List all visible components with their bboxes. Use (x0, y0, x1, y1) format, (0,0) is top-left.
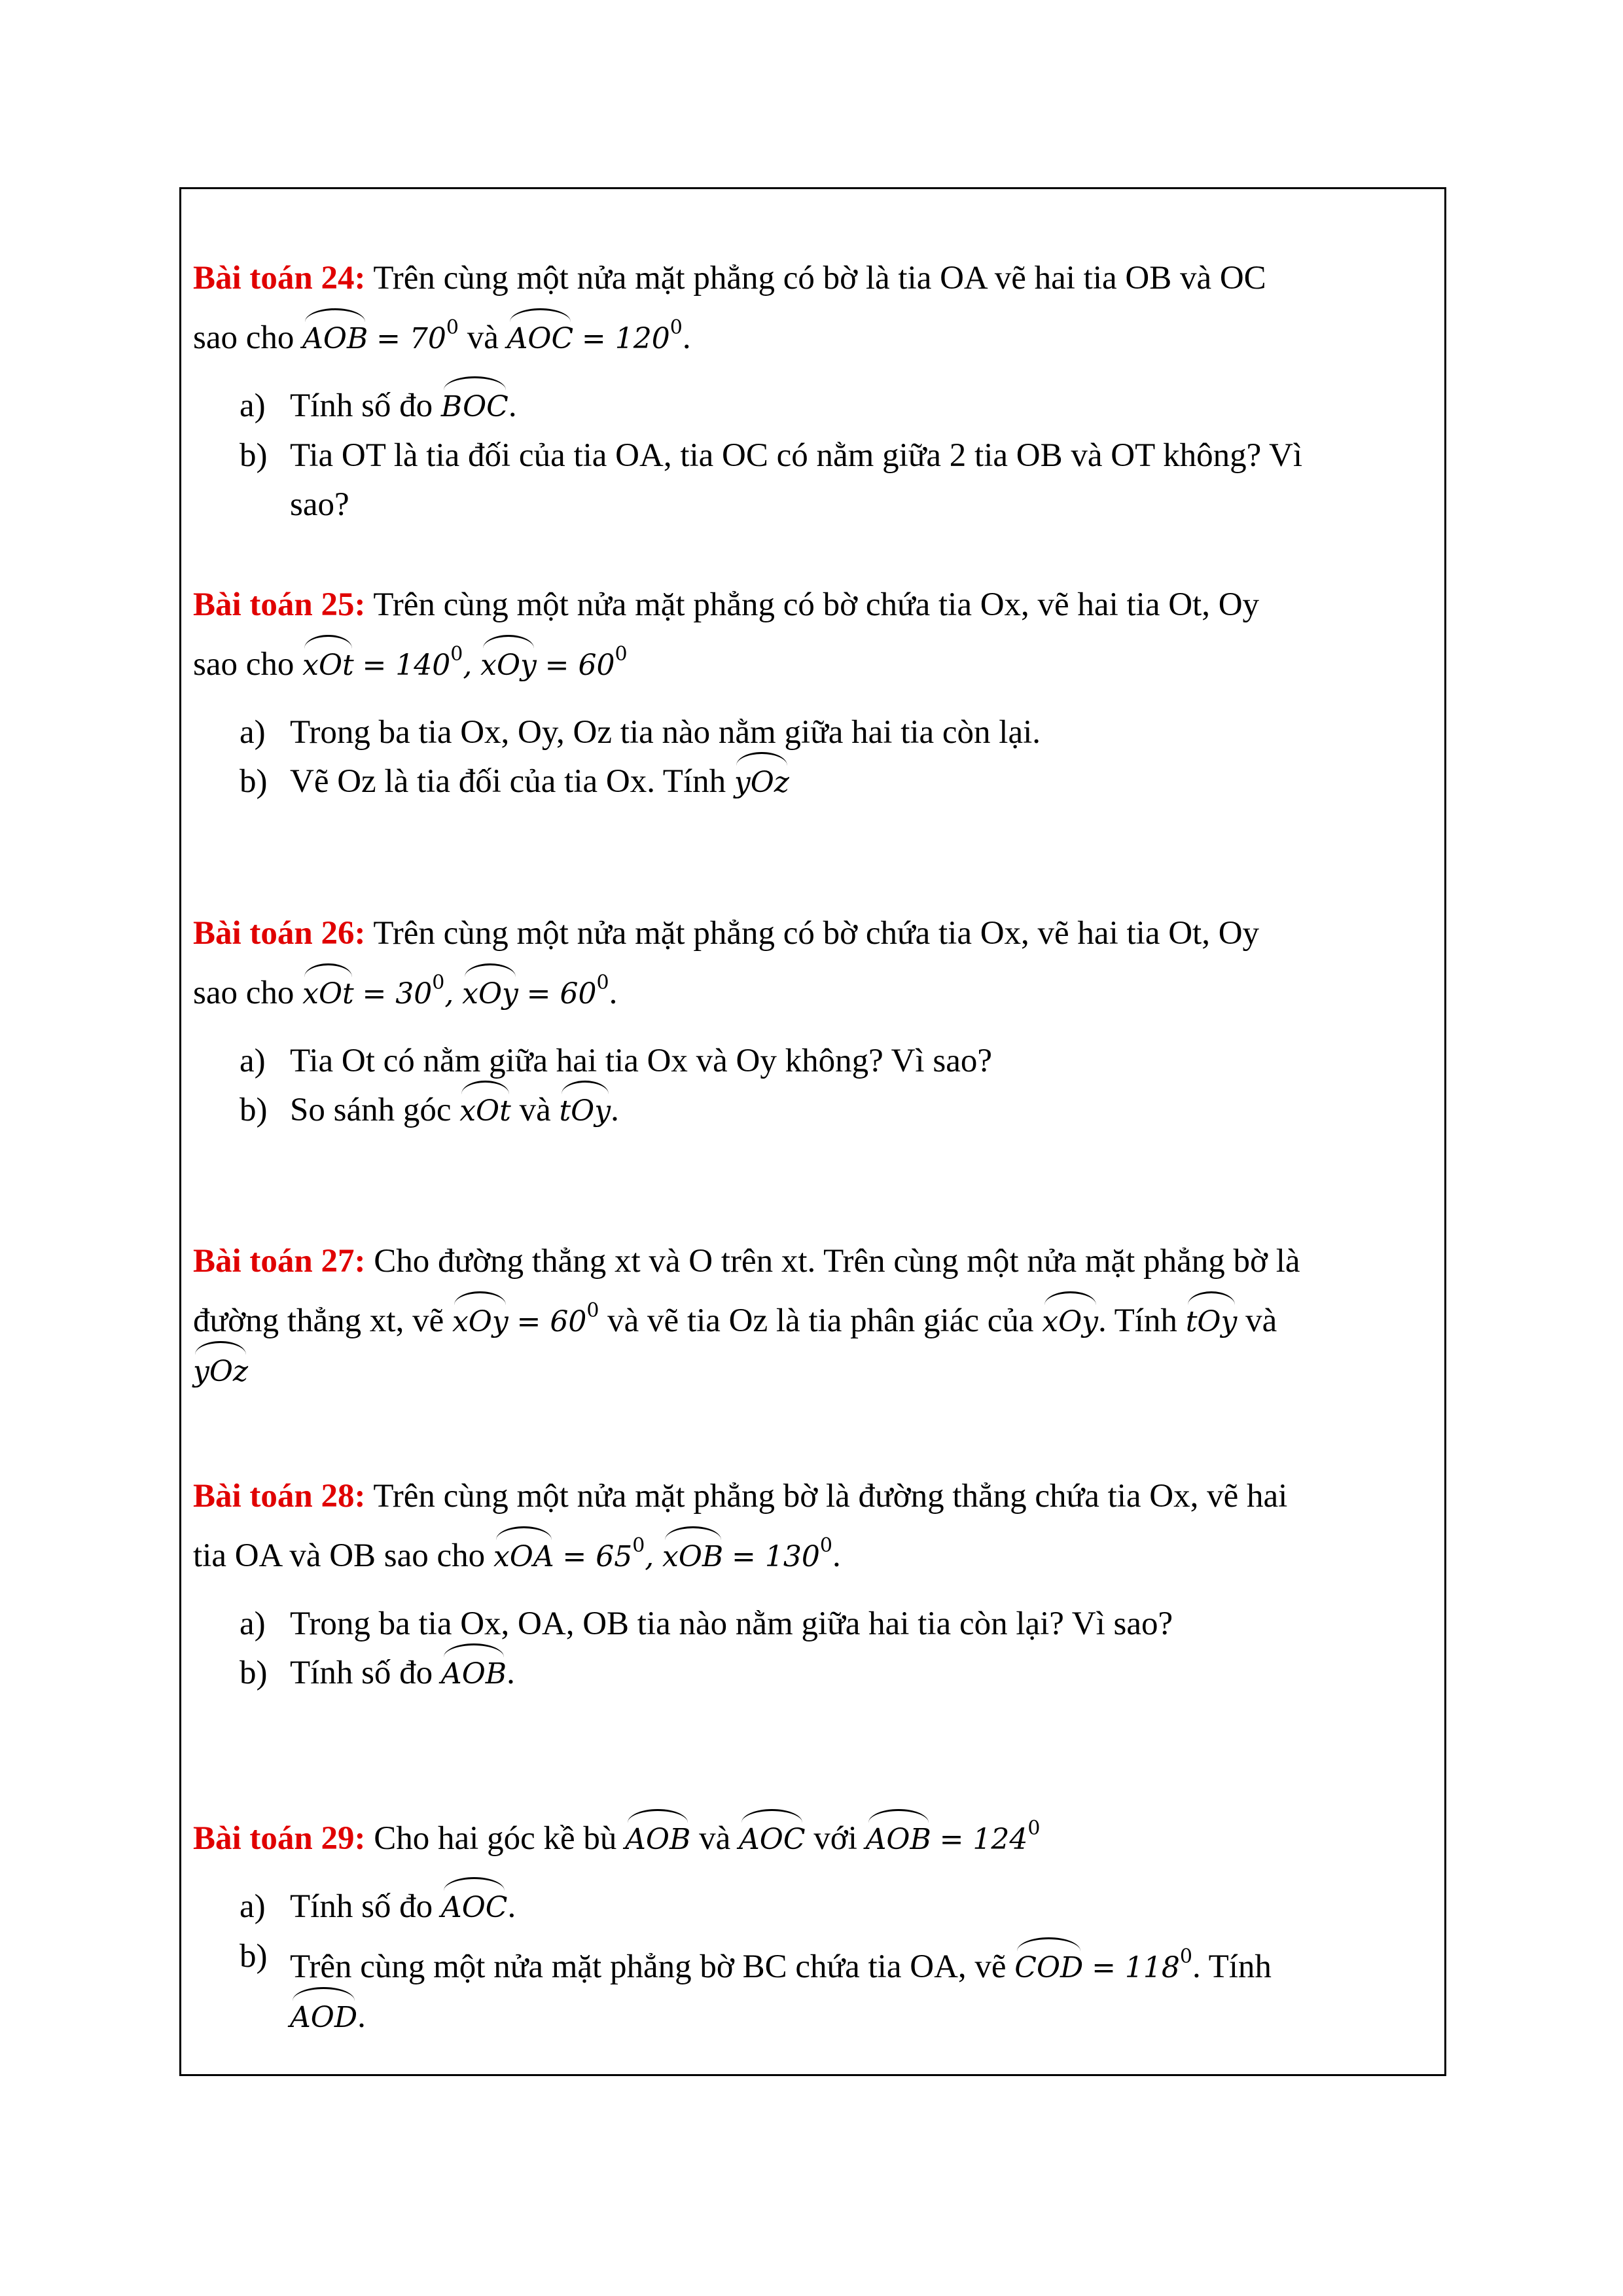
angle-symbol: AOC (507, 314, 574, 363)
angle-symbol: xOy (452, 1297, 508, 1346)
problem-label: Bài toán 25: (193, 586, 366, 623)
problem-label: Bài toán 26: (193, 915, 366, 952)
angle-symbol: xOA (493, 1532, 554, 1581)
problem-28 (193, 1472, 1430, 1698)
problem-label: Bài toán 27: (193, 1243, 366, 1280)
angle-symbol: yOz (734, 758, 789, 807)
sub-question: b) Vẽ Oz là tia đối của tia Ox. Tính yOz (193, 757, 1430, 807)
problem-label: Bài toán 28: (193, 1478, 366, 1515)
sub-question: b) So sánh góc xOt và tOy. (193, 1086, 1430, 1136)
angle-symbol: xOt (302, 969, 354, 1018)
problem-25 (193, 581, 1430, 807)
sub-question: b) Tính số đo AOB. (193, 1649, 1430, 1698)
sub-question: a) Trong ba tia Ox, Oy, Oz tia nào nằm giữa hai tia còn lại. (240, 714, 1041, 751)
problem-statement: Bài toán 25: Trên cùng một nửa mặt phẳng có bờ chứa tia Ox, vẽ hai tia Ot, Oy sao cho xOt = $140^0$, xOy = $60^0$ (193, 581, 1430, 690)
problem-label: Bài toán 29: (193, 1820, 366, 1857)
sub-question-list (193, 382, 1430, 529)
angle-symbol: AOB (302, 314, 368, 363)
problem-statement: Bài toán 29: Cho hai góc kề bù AOB và AOC với AOB = $124^0$ (193, 1804, 1430, 1864)
angle-symbol: AOB (866, 1815, 931, 1864)
angle-symbol: yOz (193, 1347, 248, 1396)
angle-symbol: AOB (625, 1815, 690, 1864)
sub-question: a) Tính số đo AOC. (193, 1882, 1430, 1932)
angle-symbol: AOD (290, 1993, 357, 2042)
angle-symbol: xOy (480, 641, 537, 690)
angle-symbol: COD (1014, 1943, 1083, 1992)
problem-statement: Bài toán 26: Trên cùng một nửa mặt phẳng có bờ chứa tia Ox, vẽ hai tia Ot, Oy sao cho xOt = $30^0$, xOy = $60^0$. (193, 909, 1430, 1018)
sub-question: b) Tia OT là tia đối của tia OA, tia OC có nằm giữa 2 tia OB và OT không? Vì sao? (240, 437, 1303, 523)
angle-symbol: xOy (462, 969, 518, 1018)
angle-symbol: tOy (1186, 1297, 1238, 1346)
angle-symbol: AOC (441, 1883, 508, 1932)
problem-statement: Bài toán 27: Cho đường thẳng xt và O trên xt. Trên cùng một nửa mặt phẳng bờ là đường thẳng xt, vẽ xOy = $60^0$ và vẽ tia Oz là tia phân giác của xOy. Tính tOy và yOz (193, 1237, 1430, 1396)
angle-symbol: xOt (302, 641, 354, 690)
problem-29 (193, 1804, 1430, 2042)
sub-question-list (193, 708, 1430, 807)
problem-statement: Bài toán 24: Trên cùng một nửa mặt phẳng có bờ là tia OA vẽ hai tia OB và OC sao cho AOB = $70^0$ và AOC = $120^0$. (193, 254, 1430, 363)
sub-question: b) Trên cùng một nửa mặt phẳng bờ BC chứa tia OA, vẽ COD = $118^0$. Tính AOD. (193, 1932, 1430, 2042)
problem-26 (193, 909, 1430, 1136)
angle-symbol: AOB (441, 1649, 507, 1698)
problem-statement: Bài toán 28: Trên cùng một nửa mặt phẳng bờ là đường thẳng chứa tia Ox, vẽ hai tia OA và OB sao cho xOA = $65^0$, xOB = $130^0$. (193, 1472, 1430, 1581)
angle-symbol: BOC (441, 382, 508, 431)
problem-24 (193, 254, 1430, 529)
sub-question-list (193, 1600, 1430, 1698)
sub-question: a) Tính số đo BOC. (193, 382, 1430, 431)
sub-question-list (193, 1882, 1430, 2042)
problem-label: Bài toán 24: (193, 260, 366, 296)
angle-symbol: AOC (739, 1815, 806, 1864)
sub-question-list (193, 1037, 1430, 1136)
angle-symbol: tOy (559, 1086, 611, 1136)
angle-symbol: xOy (1042, 1297, 1098, 1346)
sub-question: a) Trong ba tia Ox, OA, OB tia nào nằm giữa hai tia còn lại? Vì sao? (240, 1605, 1173, 1642)
angle-symbol: xOt (459, 1086, 511, 1136)
problem-27 (193, 1237, 1430, 1396)
angle-symbol: xOB (662, 1532, 723, 1581)
sub-question: a) Tia Ot có nằm giữa hai tia Ox và Oy không? Vì sao? (240, 1043, 992, 1079)
